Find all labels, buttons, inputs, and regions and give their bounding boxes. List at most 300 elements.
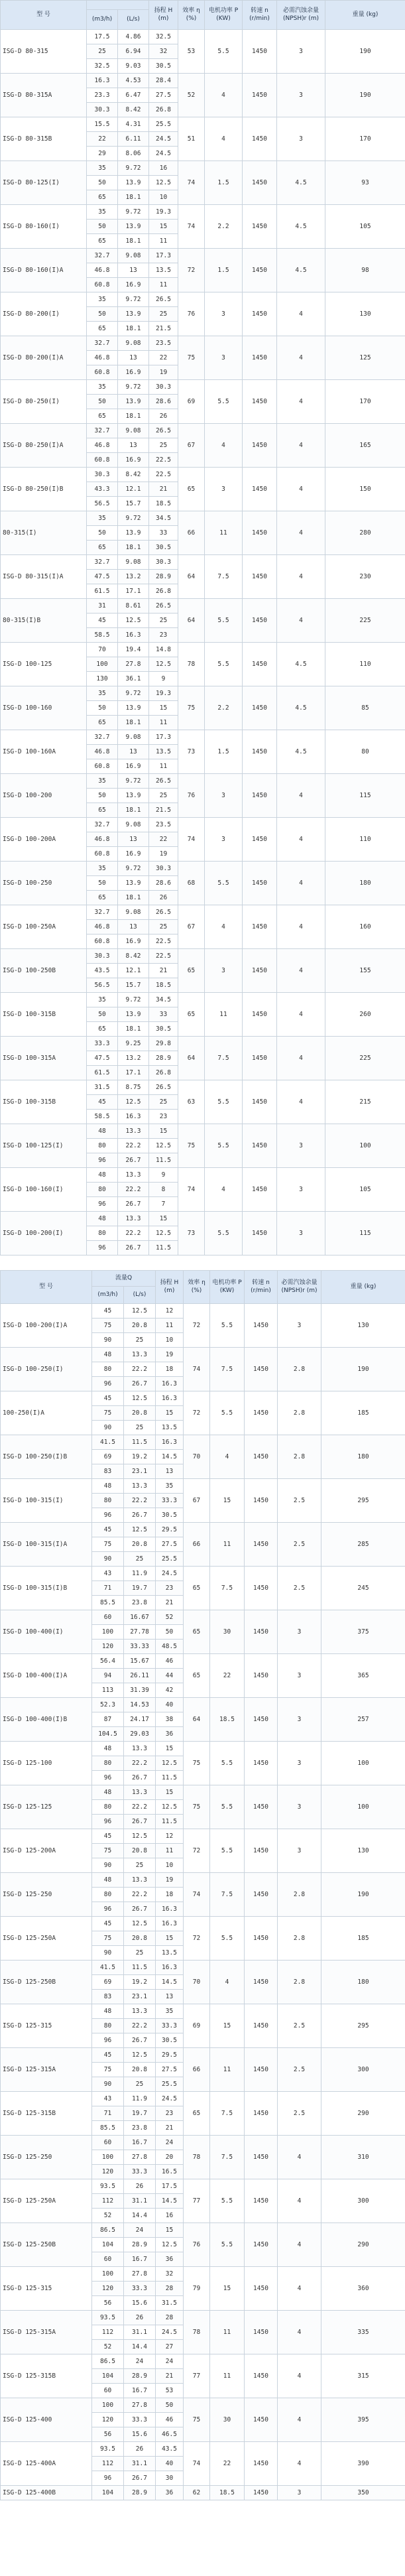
model-cell: ISG-D 80-315(I)A <box>1 555 87 599</box>
speed-cell: 1450 <box>243 336 277 380</box>
head-cell: 26.5 <box>149 1080 178 1095</box>
npsh-cell: 3 <box>277 1124 325 1168</box>
npsh-cell: 3 <box>278 2486 321 2500</box>
table-row <box>1 1698 405 1712</box>
power-cell: 22 <box>210 1654 245 1698</box>
flow-ls-cell: 9.08 <box>118 336 149 351</box>
flow-m3h-cell: 46.8 <box>87 438 118 453</box>
flow-m3h-cell: 80 <box>92 1362 124 1377</box>
flow-ls-cell: 25 <box>124 1552 156 1567</box>
efficiency-cell: 72 <box>184 1391 210 1435</box>
flow-m3h-cell: 75 <box>92 1319 124 1333</box>
head-cell: 34.5 <box>149 993 178 1007</box>
npsh-cell: 2.5 <box>278 2048 321 2092</box>
npsh-cell: 3 <box>278 1610 321 1654</box>
table-row <box>1 1567 405 1581</box>
head-cell: 36 <box>156 2252 184 2267</box>
speed-cell: 1450 <box>245 1829 278 1873</box>
flow-ls-cell: 16.9 <box>118 365 149 380</box>
flow-ls-cell: 18.1 <box>118 891 149 905</box>
flow-ls-cell: 27.78 <box>124 1625 156 1640</box>
model-cell: ISG-D 100-160 <box>1 686 87 730</box>
table-row <box>1 1479 405 1494</box>
flow-m3h-cell: 58.5 <box>87 628 118 643</box>
model-cell: ISG-D 80-160(I)A <box>1 249 87 292</box>
efficiency-cell: 66 <box>184 1523 210 1567</box>
head-cell: 52 <box>156 1610 184 1625</box>
flow-ls-cell: 9.25 <box>118 1037 149 1051</box>
flow-m3h-cell: 52 <box>92 2340 124 2354</box>
flow-m3h-cell: 48 <box>92 1348 124 1362</box>
head-cell: 28.9 <box>149 570 178 584</box>
flow-m3h-cell: 47.5 <box>87 1051 118 1066</box>
npsh-cell: 2.8 <box>278 1917 321 1961</box>
head-cell: 27 <box>156 2340 184 2354</box>
flow-ls-cell: 23.1 <box>124 1990 156 2004</box>
table-row <box>1 949 405 964</box>
flow-m3h-cell: 93.5 <box>92 2311 124 2325</box>
flow-m3h-cell: 46.8 <box>87 263 118 278</box>
flow-m3h-cell: 120 <box>92 2413 124 2427</box>
flow-ls-cell: 13.3 <box>124 1479 156 1494</box>
table-row <box>1 1610 405 1625</box>
weight-cell: 295 <box>321 1479 405 1523</box>
header-flow: 流量Q <box>92 1271 156 1287</box>
flow-m3h-cell: 70 <box>87 643 118 657</box>
npsh-cell: 2.5 <box>278 1523 321 1567</box>
table-row <box>1 1037 405 1051</box>
flow-ls-cell: 13.9 <box>118 876 149 891</box>
flow-ls-cell: 9.72 <box>118 774 149 789</box>
weight-cell: 365 <box>321 1654 405 1698</box>
npsh-cell: 4 <box>277 468 325 511</box>
flow-ls-cell: 18.1 <box>118 322 149 336</box>
flow-m3h-cell: 48 <box>87 1124 118 1139</box>
flow-m3h-cell: 65 <box>87 716 118 730</box>
weight-cell: 110 <box>325 643 405 686</box>
flow-m3h-cell: 35 <box>87 511 118 526</box>
npsh-cell: 4.5 <box>277 205 325 249</box>
head-cell: 25.5 <box>156 2077 184 2092</box>
flow-ls-cell: 33.3 <box>124 2282 156 2296</box>
flow-m3h-cell: 86.5 <box>92 2223 124 2238</box>
flow-m3h-cell: 80 <box>92 2019 124 2033</box>
npsh-cell: 4 <box>278 2311 321 2354</box>
flow-m3h-cell: 30.3 <box>87 103 118 117</box>
efficiency-cell: 53 <box>178 30 205 74</box>
flow-ls-cell: 17.1 <box>118 584 149 599</box>
npsh-cell: 2.5 <box>278 1567 321 1610</box>
head-cell: 35 <box>156 1479 184 1494</box>
flow-ls-cell: 13.9 <box>118 220 149 234</box>
flow-ls-cell: 12.5 <box>124 1304 156 1319</box>
flow-m3h-cell: 96 <box>92 1377 124 1391</box>
flow-ls-cell: 13.3 <box>124 1348 156 1362</box>
flow-ls-cell: 23.8 <box>124 1596 156 1610</box>
flow-ls-cell: 11.5 <box>124 1961 156 1975</box>
head-cell: 19 <box>156 1873 184 1888</box>
flow-ls-cell: 6.94 <box>118 44 149 59</box>
model-cell: 80-315(I) <box>1 511 87 555</box>
flow-ls-cell: 4.31 <box>118 117 149 132</box>
flow-m3h-cell: 75 <box>92 1537 124 1552</box>
speed-cell: 1450 <box>243 1080 277 1124</box>
flow-m3h-cell: 96 <box>92 1815 124 1829</box>
weight-cell: 295 <box>321 2004 405 2048</box>
flow-ls-cell: 27.8 <box>124 2398 156 2413</box>
flow-ls-cell: 13.9 <box>118 789 149 803</box>
header-efficiency: 效率 η (%) <box>184 1271 210 1304</box>
flow-m3h-cell: 104 <box>92 2238 124 2252</box>
flow-ls-cell: 33.3 <box>124 2413 156 2427</box>
power-cell: 7.5 <box>205 1037 243 1080</box>
flow-ls-cell: 20.8 <box>124 1406 156 1421</box>
flow-m3h-cell: 75 <box>92 2063 124 2077</box>
flow-ls-cell: 26.7 <box>124 1902 156 1917</box>
flow-ls-cell: 9.03 <box>118 59 149 74</box>
table-row <box>1 1080 405 1095</box>
npsh-cell: 4.5 <box>277 161 325 205</box>
efficiency-cell: 64 <box>178 555 205 599</box>
model-cell: 100-250(I)A <box>1 1391 92 1435</box>
header-head: 扬程 H (m) <box>149 1 178 30</box>
flow-ls-cell: 24 <box>124 2354 156 2369</box>
weight-cell: 98 <box>325 249 405 292</box>
head-cell: 22 <box>149 351 178 365</box>
npsh-cell: 4.5 <box>277 249 325 292</box>
head-cell: 50 <box>156 2398 184 2413</box>
table-row <box>1 2004 405 2019</box>
flow-ls-cell: 26.7 <box>124 2471 156 2486</box>
npsh-cell: 3 <box>277 1168 325 1212</box>
pump-spec-table-2 <box>0 1270 405 2500</box>
model-cell: ISG-D 125-315 <box>1 2004 92 2048</box>
flow-m3h-cell: 71 <box>92 2106 124 2121</box>
head-cell: 17.5 <box>156 2179 184 2194</box>
model-cell: ISG-D 100-200A <box>1 818 87 862</box>
power-cell: 2.2 <box>205 205 243 249</box>
head-cell: 33 <box>149 526 178 541</box>
table-row <box>1 1348 405 1362</box>
head-cell: 18.5 <box>149 978 178 993</box>
head-cell: 28 <box>156 2282 184 2296</box>
head-cell: 17.3 <box>149 730 178 745</box>
flow-ls-cell: 13.9 <box>118 1007 149 1022</box>
flow-m3h-cell: 43.5 <box>87 964 118 978</box>
head-cell: 42 <box>156 1683 184 1698</box>
head-cell: 16 <box>156 2209 184 2223</box>
speed-cell: 1450 <box>245 2486 278 2500</box>
head-cell: 32.5 <box>149 30 178 44</box>
flow-ls-cell: 13.2 <box>118 1051 149 1066</box>
model-cell: ISG-D 125-315B <box>1 2092 92 2136</box>
weight-cell: 290 <box>321 2092 405 2136</box>
flow-ls-cell: 23.1 <box>124 1464 156 1479</box>
npsh-cell: 4 <box>277 905 325 949</box>
flow-m3h-cell: 100 <box>92 2398 124 2413</box>
table-row <box>1 74 405 88</box>
head-cell: 22.5 <box>149 453 178 468</box>
model-cell: ISG-D 100-200(I)A <box>1 1304 92 1348</box>
flow-m3h-cell: 60.8 <box>87 365 118 380</box>
head-cell: 16.5 <box>156 2165 184 2179</box>
weight-cell: 350 <box>321 2486 405 2500</box>
weight-cell: 180 <box>321 1961 405 2004</box>
flow-m3h-cell: 43 <box>92 2092 124 2106</box>
model-cell: ISG-D 100-200(I) <box>1 1212 87 1256</box>
table-row <box>1 30 405 44</box>
flow-ls-cell: 22.2 <box>118 1139 149 1153</box>
efficiency-cell: 74 <box>178 818 205 862</box>
flow-m3h-cell: 80 <box>92 1888 124 1902</box>
flow-m3h-cell: 100 <box>92 2267 124 2282</box>
flow-m3h-cell: 50 <box>87 307 118 322</box>
model-cell: ISG-D 125-315A <box>1 2311 92 2354</box>
flow-ls-cell: 18.1 <box>118 716 149 730</box>
flow-ls-cell: 33.3 <box>124 2165 156 2179</box>
speed-cell: 1450 <box>243 730 277 774</box>
npsh-cell: 3 <box>277 1212 325 1256</box>
head-cell: 46.5 <box>156 2427 184 2442</box>
weight-cell: 155 <box>325 949 405 993</box>
weight-cell: 310 <box>321 2136 405 2179</box>
speed-cell: 1450 <box>245 1654 278 1698</box>
weight-cell: 125 <box>325 336 405 380</box>
flow-ls-cell: 6.47 <box>118 88 149 103</box>
model-cell: ISG-D 80-250(I)A <box>1 424 87 468</box>
flow-m3h-cell: 80 <box>87 1139 118 1153</box>
table-row <box>1 249 405 263</box>
head-cell: 29.5 <box>156 2048 184 2063</box>
power-cell: 5.5 <box>210 1742 245 1785</box>
flow-ls-cell: 26.7 <box>124 1377 156 1391</box>
flow-m3h-cell: 69 <box>92 1975 124 1990</box>
power-cell: 1.5 <box>205 161 243 205</box>
weight-cell: 100 <box>321 1742 405 1785</box>
power-cell: 5.5 <box>205 862 243 905</box>
power-cell: 5.5 <box>205 1124 243 1168</box>
weight-cell: 375 <box>321 1610 405 1654</box>
efficiency-cell: 78 <box>178 643 205 686</box>
flow-ls-cell: 4.86 <box>118 30 149 44</box>
flow-ls-cell: 6.11 <box>118 132 149 147</box>
head-cell: 28.6 <box>149 395 178 409</box>
flow-ls-cell: 12.5 <box>118 613 149 628</box>
flow-ls-cell: 28.9 <box>124 2238 156 2252</box>
flow-ls-cell: 13.3 <box>118 1212 149 1226</box>
flow-m3h-cell: 60 <box>92 1610 124 1625</box>
speed-cell: 1450 <box>243 905 277 949</box>
flow-ls-cell: 9.72 <box>118 862 149 876</box>
head-cell: 16.3 <box>156 1917 184 1931</box>
speed-cell: 1450 <box>245 1435 278 1479</box>
efficiency-cell: 74 <box>178 205 205 249</box>
flow-m3h-cell: 48 <box>87 1168 118 1183</box>
flow-m3h-cell: 80 <box>92 1800 124 1815</box>
flow-ls-cell: 19.4 <box>118 643 149 657</box>
head-cell: 12.5 <box>156 1800 184 1815</box>
power-cell: 11 <box>205 511 243 555</box>
head-cell: 36 <box>156 2486 184 2500</box>
flow-ls-cell: 20.8 <box>124 1319 156 1333</box>
efficiency-cell: 78 <box>184 2311 210 2354</box>
flow-m3h-cell: 94 <box>92 1669 124 1683</box>
head-cell: 21 <box>156 2121 184 2136</box>
head-cell: 11 <box>149 234 178 249</box>
flow-m3h-cell: 100 <box>92 1625 124 1640</box>
weight-cell: 230 <box>325 555 405 599</box>
flow-m3h-cell: 35 <box>87 292 118 307</box>
flow-ls-cell: 27.8 <box>118 657 149 672</box>
table-row <box>1 1961 405 1975</box>
table-row <box>1 555 405 570</box>
efficiency-cell: 72 <box>178 249 205 292</box>
efficiency-cell: 70 <box>184 1435 210 1479</box>
model-cell: ISG-D 125-315B <box>1 2354 92 2398</box>
flow-ls-cell: 9.08 <box>118 730 149 745</box>
model-cell: ISG-D 80-125(I) <box>1 161 87 205</box>
model-cell: ISG-D 100-250A <box>1 905 87 949</box>
head-cell: 25.5 <box>149 117 178 132</box>
flow-m3h-cell: 16.3 <box>87 74 118 88</box>
flow-ls-cell: 8.42 <box>118 468 149 482</box>
table-row <box>1 2179 405 2194</box>
speed-cell: 1450 <box>245 1567 278 1610</box>
efficiency-cell: 75 <box>184 2398 210 2442</box>
flow-ls-cell: 22.2 <box>124 1494 156 1508</box>
flow-ls-cell: 8.42 <box>118 949 149 964</box>
flow-ls-cell: 13.3 <box>124 1742 156 1756</box>
efficiency-cell: 65 <box>184 1610 210 1654</box>
flow-m3h-cell: 32.7 <box>87 905 118 920</box>
npsh-cell: 2.8 <box>278 1391 321 1435</box>
power-cell: 5.5 <box>205 1080 243 1124</box>
head-cell: 14.5 <box>156 2194 184 2209</box>
weight-cell: 80 <box>325 730 405 774</box>
model-cell: ISG-D 100-315(I)B <box>1 1567 92 1610</box>
flow-ls-cell: 9.72 <box>118 292 149 307</box>
speed-cell: 1450 <box>245 1698 278 1742</box>
flow-ls-cell: 13.2 <box>118 570 149 584</box>
flow-ls-cell: 16.7 <box>124 2252 156 2267</box>
npsh-cell: 4 <box>277 993 325 1037</box>
flow-ls-cell: 15.6 <box>124 2296 156 2311</box>
power-cell: 5.5 <box>210 1785 245 1829</box>
flow-m3h-cell: 45 <box>92 1829 124 1844</box>
flow-m3h-cell: 50 <box>87 701 118 716</box>
npsh-cell: 4 <box>277 949 325 993</box>
flow-ls-cell: 26 <box>124 2311 156 2325</box>
flow-m3h-cell: 104.5 <box>92 1727 124 1742</box>
flow-m3h-cell: 48 <box>92 1479 124 1494</box>
flow-ls-cell: 11.9 <box>124 1567 156 1581</box>
npsh-cell: 2.8 <box>278 1435 321 1479</box>
table-row <box>1 1523 405 1537</box>
flow-ls-cell: 20.8 <box>124 1844 156 1858</box>
flow-ls-cell: 19.7 <box>124 2106 156 2121</box>
head-cell: 24.5 <box>156 2092 184 2106</box>
flow-m3h-cell: 90 <box>92 1946 124 1961</box>
model-cell: ISG-D 100-315(I)A <box>1 1523 92 1567</box>
efficiency-cell: 76 <box>184 2223 210 2267</box>
efficiency-cell: 75 <box>184 1742 210 1785</box>
head-cell: 23 <box>156 1581 184 1596</box>
head-cell: 19 <box>149 847 178 862</box>
flow-ls-cell: 18.1 <box>118 1022 149 1037</box>
flow-ls-cell: 16.7 <box>124 2136 156 2150</box>
npsh-cell: 2.5 <box>278 2092 321 2136</box>
flow-m3h-cell: 93.5 <box>92 2442 124 2457</box>
model-cell: ISG-D 100-315(I) <box>1 1479 92 1523</box>
npsh-cell: 2.5 <box>278 1479 321 1523</box>
npsh-cell: 3 <box>278 1304 321 1348</box>
efficiency-cell: 65 <box>184 1654 210 1698</box>
flow-ls-cell: 26.7 <box>124 1815 156 1829</box>
flow-m3h-cell: 48 <box>87 1212 118 1226</box>
power-cell: 4 <box>205 424 243 468</box>
flow-m3h-cell: 60.8 <box>87 847 118 862</box>
weight-cell: 360 <box>321 2267 405 2311</box>
head-cell: 27.5 <box>156 1537 184 1552</box>
speed-cell: 1450 <box>245 1304 278 1348</box>
flow-m3h-cell: 50 <box>87 220 118 234</box>
npsh-cell: 4 <box>277 818 325 862</box>
head-cell: 15 <box>156 2223 184 2238</box>
flow-ls-cell: 4.53 <box>118 74 149 88</box>
power-cell: 15 <box>210 1479 245 1523</box>
power-cell: 5.5 <box>210 1829 245 1873</box>
flow-ls-cell: 26.7 <box>124 1771 156 1785</box>
model-cell: ISG-D 100-125 <box>1 643 87 686</box>
table-row <box>1 1917 405 1931</box>
npsh-cell: 4 <box>278 2267 321 2311</box>
npsh-cell: 4 <box>277 336 325 380</box>
speed-cell: 1450 <box>243 862 277 905</box>
speed-cell: 1450 <box>243 818 277 862</box>
flow-m3h-cell: 47.5 <box>87 570 118 584</box>
flow-ls-cell: 9.08 <box>118 818 149 832</box>
efficiency-cell: 74 <box>184 1873 210 1917</box>
npsh-cell: 4 <box>278 2398 321 2442</box>
flow-m3h-cell: 65 <box>87 190 118 205</box>
model-cell: ISG-D 80-315A <box>1 74 87 117</box>
head-cell: 24.5 <box>156 2325 184 2340</box>
head-cell: 53 <box>156 2384 184 2398</box>
head-cell: 11.5 <box>149 1241 178 1256</box>
weight-cell: 110 <box>325 818 405 862</box>
power-cell: 5.5 <box>210 1391 245 1435</box>
efficiency-cell: 52 <box>178 74 205 117</box>
speed-cell: 1450 <box>245 1610 278 1654</box>
flow-m3h-cell: 75 <box>92 1844 124 1858</box>
efficiency-cell: 66 <box>184 2048 210 2092</box>
model-cell: ISG-D 125-315A <box>1 2048 92 2092</box>
power-cell: 4 <box>205 117 243 161</box>
flow-ls-cell: 26.7 <box>118 1153 149 1168</box>
npsh-cell: 4 <box>278 2442 321 2486</box>
flow-m3h-cell: 83 <box>92 1990 124 2004</box>
head-cell: 31.5 <box>156 2296 184 2311</box>
speed-cell: 1450 <box>243 468 277 511</box>
npsh-cell: 3 <box>277 117 325 161</box>
power-cell: 3 <box>205 774 243 818</box>
power-cell: 5.5 <box>210 2223 245 2267</box>
flow-ls-cell: 29.03 <box>124 1727 156 1742</box>
head-cell: 29.5 <box>156 1523 184 1537</box>
head-cell: 26.5 <box>149 424 178 438</box>
flow-ls-cell: 27.8 <box>124 2150 156 2165</box>
table-row <box>1 993 405 1007</box>
